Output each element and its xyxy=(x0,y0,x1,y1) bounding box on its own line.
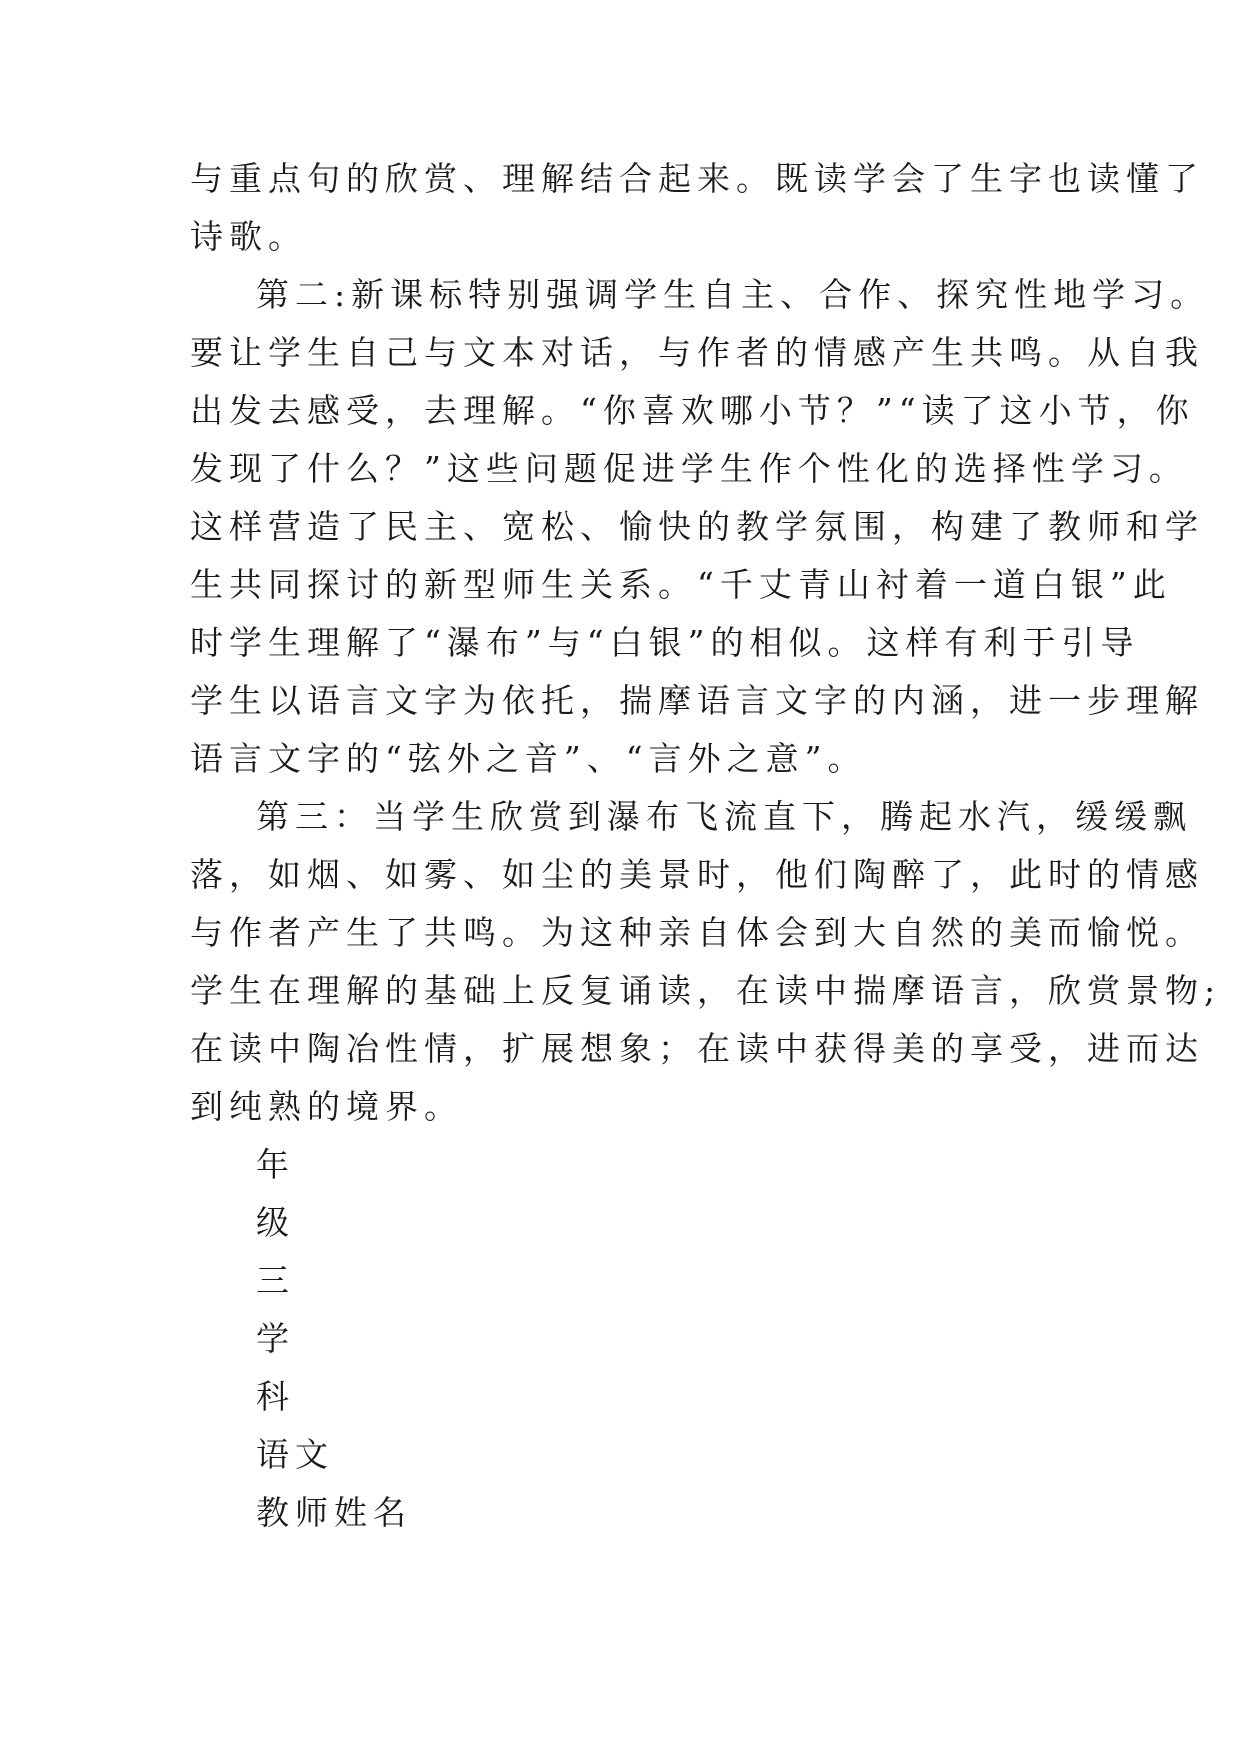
field-label-nian: 年 xyxy=(256,1145,295,1184)
text-line: 与重点句的欣赏、理解结合起来。既读学会了生字也读懂了 xyxy=(190,159,1204,198)
field-label-xue: 学 xyxy=(256,1319,295,1358)
text-line: 在读中陶冶性情，扩展想象；在读中获得美的享受，进而达 xyxy=(190,1029,1204,1068)
field-value-subject: 语文 xyxy=(256,1435,334,1474)
paragraph-third-point xyxy=(190,788,1222,1136)
text-line: 语言文字的“弦外之音”、“言外之意”。 xyxy=(190,739,867,778)
text-line: 第二:新课标特别强调学生自主、合作、探究性地学习。 xyxy=(256,275,1210,314)
text-line: 生共同探讨的新型师生关系。“千丈青山衬着一道白银”此 xyxy=(190,565,1172,604)
text-line: 到纯熟的境界。 xyxy=(190,1087,463,1126)
field-label-ke: 科 xyxy=(256,1377,295,1416)
text-line: 第三：当学生欣赏到瀑布飞流直下，腾起水汽，缓缓飘 xyxy=(256,797,1192,836)
text-line: 这样营造了民主、宽松、愉快的教学氛围，构建了教师和学 xyxy=(190,507,1204,546)
text-line: 时学生理解了“瀑布”与“白银”的相似。这样有利于引导 xyxy=(190,623,1140,662)
text-line: 与作者产生了共鸣。为这种亲自体会到大自然的美而愉悦。 xyxy=(190,913,1204,952)
text-line: 要让学生自己与文本对话，与作者的情感产生共鸣。从自我 xyxy=(190,333,1204,372)
text-line: 诗歌。 xyxy=(190,217,307,256)
document-page xyxy=(190,150,1222,1542)
field-label-teacher-name: 教师姓名 xyxy=(256,1493,412,1532)
text-line: 学生在理解的基础上反复诵读，在读中揣摩语言，欣赏景物; xyxy=(190,971,1222,1010)
text-line: 发现了什么？”这些问题促进学生作个性化的选择性学习。 xyxy=(190,449,1188,488)
paragraph-continuation xyxy=(190,150,1204,266)
text-line: 学生以语言文字为依托，揣摩语言文字的内涵，进一步理解 xyxy=(190,681,1204,720)
text-line: 出发去感受，去理解。“你喜欢哪小节？”“读了这小节，你 xyxy=(190,391,1195,430)
field-value-grade: 三 xyxy=(256,1261,295,1300)
text-line: 落，如烟、如雾、如尘的美景时，他们陶醉了，此时的情感 xyxy=(190,855,1204,894)
paragraph-second-point xyxy=(190,266,1210,788)
form-field-labels xyxy=(190,1136,1070,1542)
field-label-ji: 级 xyxy=(256,1203,295,1242)
